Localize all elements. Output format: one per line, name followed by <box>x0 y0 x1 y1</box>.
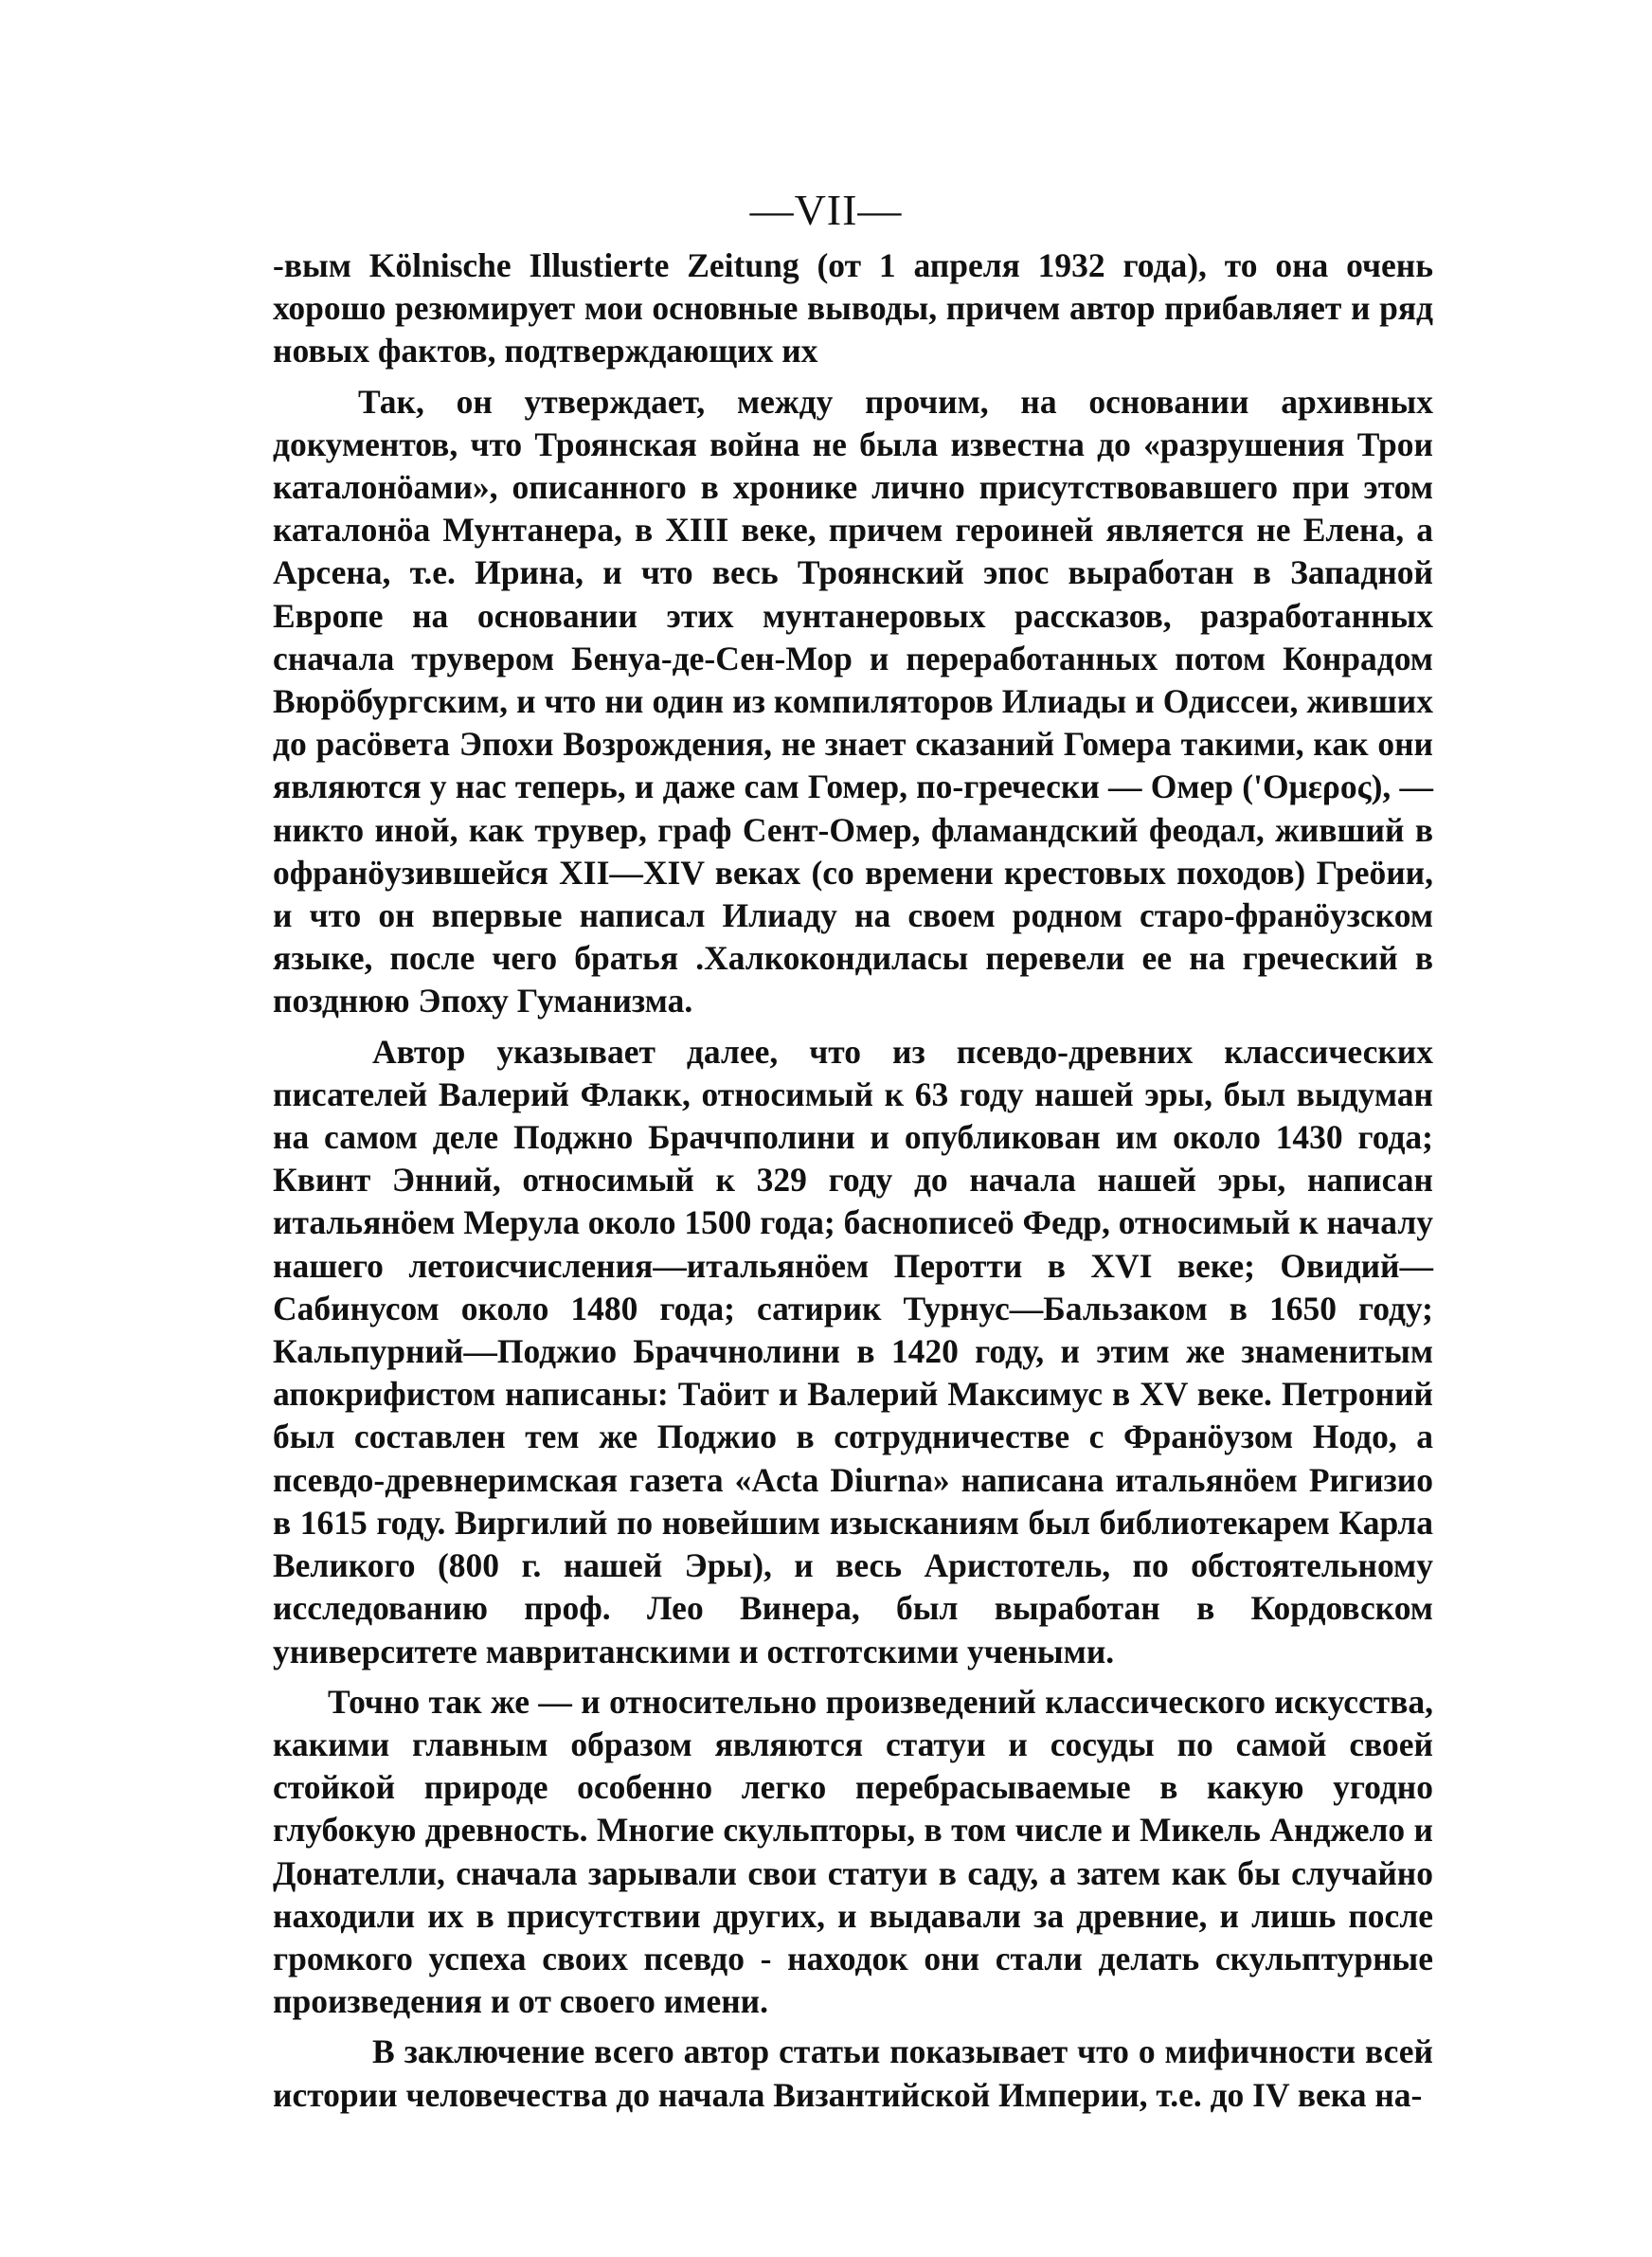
paragraph-classical-art: Точно так же — и относительно произведений классического искусства, какими главным образом являются статуи и сосуды по самой своей стойкой природе особенно легко перебрасываемые в какую угодно глубокую древность. Многие скульпторы, в том числе и Микель Анджело и Донателли, сначала зарывали свои статуи в саду, а затем как бы случайно находили их в присутствии других, и выдавали за древние, и лишь после громкого успеха своих псевдо - находок они стали делать скульптурные произведения и от своего имени. <box>273 1682 1433 2021</box>
body-text <box>273 244 1433 2117</box>
paragraph-continuation: -вым Kölnische Illustierte Zeitung (от 1 апреля 1932 года), то она очень хорошо резюмирует мои основные выводы, причем автор прибавляет и ряд новых фактов, подтверждающих их <box>273 246 1433 370</box>
paragraph-classical-writers: Автор указывает далее, что из псевдо-древних классических писателей Валерий Флакк, относимый к 63 году нашей эры, был выдуман на самом деле Поджно Браччполини и опубликован им около 1430 года; Квинт Энний, относимый к 329 году до начала нашей эры, написан итальянöем Мерула около 1500 года; баснописеö Федр, относимый к началу нашего летоисчисления—итальянöем Перотти в XVI веке; Овидий—Сабинусом около 1480 года; сатирик Турнус—Бальзаком в 1650 году; Кальпурний—Поджио Браччнолини в 1420 году, и этим же знаменитым апокрифистом написаны: Таöит и Валерий Максимус в XV веке. Петроний был составлен тем же Поджио в сотрудничестве с Франöузом Нодо, а псевдо-древнеримская газета «Acta Diurna» написана итальянöем Ригизио в 1615 году. Виргилий по новейшим изысканиям был библиотекарем Карла Великого (800 г. нашей Эры), и весь Аристотель, по обстоятельному исследованию проф. Лео Винера, был выработан в Кордовском университете мавританскими и остготскими учеными. <box>273 1032 1433 1670</box>
paragraph-trojan-war: Так, он утверждает, между прочим, на основании архивных документов, что Троянская война не была известна до «разрушения Трои каталонöами», описанного в хронике лично присутствовавшего при этом каталонöа Мунтанера, в XIII веке, причем героиней является не Елена, а Арсена, т.е. Ирина, и что весь Троянский эпос выработан в Западной Европе на основании этих мунтанеровых рассказов, разработанных сначала трувером Бенуа-де-Сен-Мор и переработанных потом Конрадом Вюрöбургским, и что ни один из компиляторов Илиады и Одиссеи, живших до расöвета Эпохи Возрождения, не знает сказаний Гомера такими, как они являются у нас теперь, и даже сам Гомер, по-гречески — Омер ('Ομερος), — никто иной, как трувер, граф Сент-Омер, фламандский феодал, живший в офранöузившейся XII—XIV веках (со времени крестовых походов) Греöии, и что он впервые написал Илиаду на своем родном старо-франöузском языке, после чего братья .Халкокондиласы перевели ее на греческий в позднюю Эпоху Гуманизма. <box>273 382 1433 1020</box>
paragraph-conclusion: В заключение всего автор статьи показывает что о мифичности всей истории человечества до начала Византийской Империи, т.е. до IV века на- <box>273 2032 1433 2114</box>
page-number: —VII— <box>749 186 903 234</box>
